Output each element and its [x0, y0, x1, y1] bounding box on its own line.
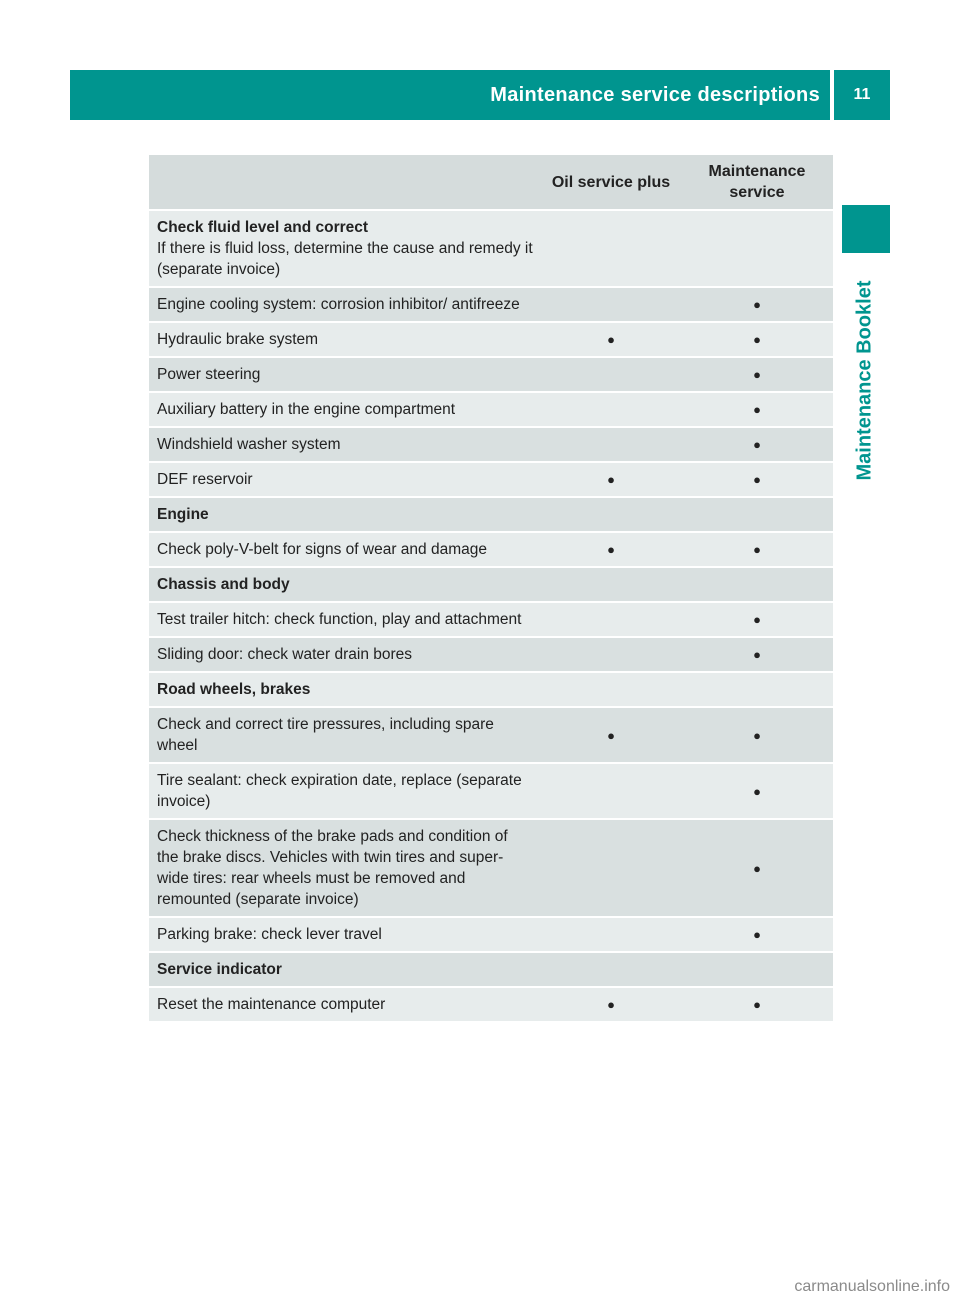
- maintenance-service-mark: ●: [681, 357, 833, 392]
- oil-service-mark: [541, 602, 681, 637]
- category-note: If there is fluid loss, determine the cause and remedy it (separate invoice): [157, 240, 533, 278]
- table-row: [149, 819, 833, 917]
- oil-service-mark: [541, 917, 681, 952]
- oil-service-mark: [541, 952, 681, 987]
- category-row: [149, 672, 833, 707]
- oil-service-mark: [541, 357, 681, 392]
- watermark: carmanualsonline.info: [794, 1278, 950, 1295]
- table-row: [149, 763, 833, 819]
- table-row: [149, 287, 833, 322]
- task-description: Check poly-V-belt for signs of wear and damage: [149, 532, 541, 567]
- maintenance-service-mark: ●: [681, 392, 833, 427]
- oil-service-mark: ●: [541, 707, 681, 763]
- task-description: Check and correct tire pressures, including spare wheel: [149, 707, 541, 763]
- page-number: 11: [834, 70, 890, 120]
- table-row: [149, 987, 833, 1022]
- table-row: [149, 462, 833, 497]
- maintenance-service-mark: [681, 672, 833, 707]
- maintenance-service-mark: ●: [681, 462, 833, 497]
- category-row: [149, 210, 833, 287]
- oil-service-mark: [541, 819, 681, 917]
- maintenance-service-mark: ●: [681, 427, 833, 462]
- maintenance-service-mark: [681, 210, 833, 287]
- category-title: Engine: [149, 497, 541, 532]
- task-description: Tire sealant: check expiration date, replace (separate invoice): [149, 763, 541, 819]
- task-description: Test trailer hitch: check function, play and attachment: [149, 602, 541, 637]
- oil-service-mark: ●: [541, 322, 681, 357]
- oil-service-mark: [541, 672, 681, 707]
- table-row: [149, 357, 833, 392]
- maintenance-service-mark: [681, 497, 833, 532]
- task-description: Engine cooling system: corrosion inhibitor/ antifreeze: [149, 287, 541, 322]
- table-row: [149, 707, 833, 763]
- task-description: DEF reservoir: [149, 462, 541, 497]
- category-title: Service indicator: [149, 952, 541, 987]
- table-row: [149, 427, 833, 462]
- maintenance-service-mark: ●: [681, 287, 833, 322]
- oil-service-mark: [541, 392, 681, 427]
- header-description: [149, 155, 541, 210]
- task-description: Hydraulic brake system: [149, 322, 541, 357]
- maintenance-service-mark: ●: [681, 532, 833, 567]
- side-tab: [845, 262, 885, 498]
- table-header-row: [149, 155, 833, 210]
- oil-service-mark: [541, 637, 681, 672]
- category-row: [149, 567, 833, 602]
- oil-service-mark: [541, 210, 681, 287]
- header-maintenance-service: Maintenance service: [681, 155, 833, 210]
- category-title: Road wheels, brakes: [149, 672, 541, 707]
- category-title: Chassis and body: [149, 567, 541, 602]
- maintenance-service-mark: ●: [681, 819, 833, 917]
- category-title: [149, 210, 541, 287]
- task-description: Parking brake: check lever travel: [149, 917, 541, 952]
- task-description: Auxiliary battery in the engine compartment: [149, 392, 541, 427]
- maintenance-service-mark: ●: [681, 917, 833, 952]
- oil-service-mark: [541, 497, 681, 532]
- section-marker: [842, 205, 890, 253]
- oil-service-mark: [541, 763, 681, 819]
- oil-service-mark: [541, 427, 681, 462]
- oil-service-mark: ●: [541, 462, 681, 497]
- table-row: [149, 637, 833, 672]
- maintenance-service-mark: ●: [681, 637, 833, 672]
- table-row: [149, 392, 833, 427]
- oil-service-mark: [541, 287, 681, 322]
- section-title: Maintenance service descriptions: [70, 70, 830, 120]
- table-row: [149, 602, 833, 637]
- maintenance-service-mark: ●: [681, 707, 833, 763]
- maintenance-service-mark: [681, 952, 833, 987]
- maintenance-service-mark: ●: [681, 763, 833, 819]
- maintenance-service-mark: [681, 567, 833, 602]
- task-description: Sliding door: check water drain bores: [149, 637, 541, 672]
- maintenance-service-mark: ●: [681, 987, 833, 1022]
- task-description: Power steering: [149, 357, 541, 392]
- header-oil-service: Oil service plus: [541, 155, 681, 210]
- category-title-text: Check fluid level and correct: [157, 219, 369, 236]
- category-row: [149, 497, 833, 532]
- table-body: [149, 210, 833, 1022]
- maintenance-table: [149, 155, 833, 1023]
- maintenance-service-mark: ●: [681, 602, 833, 637]
- table-row: [149, 532, 833, 567]
- side-tab-label: Maintenance Booklet: [853, 279, 876, 481]
- oil-service-mark: [541, 567, 681, 602]
- table-row: [149, 917, 833, 952]
- oil-service-mark: ●: [541, 987, 681, 1022]
- task-description: Check thickness of the brake pads and condition of the brake discs. Vehicles with twin tires and super-wide tires: rear wheels must be removed and remounted (separate invoice): [149, 819, 541, 917]
- task-description: Reset the maintenance computer: [149, 987, 541, 1022]
- table-row: [149, 322, 833, 357]
- maintenance-service-mark: ●: [681, 322, 833, 357]
- task-description: Windshield washer system: [149, 427, 541, 462]
- oil-service-mark: ●: [541, 532, 681, 567]
- category-row: [149, 952, 833, 987]
